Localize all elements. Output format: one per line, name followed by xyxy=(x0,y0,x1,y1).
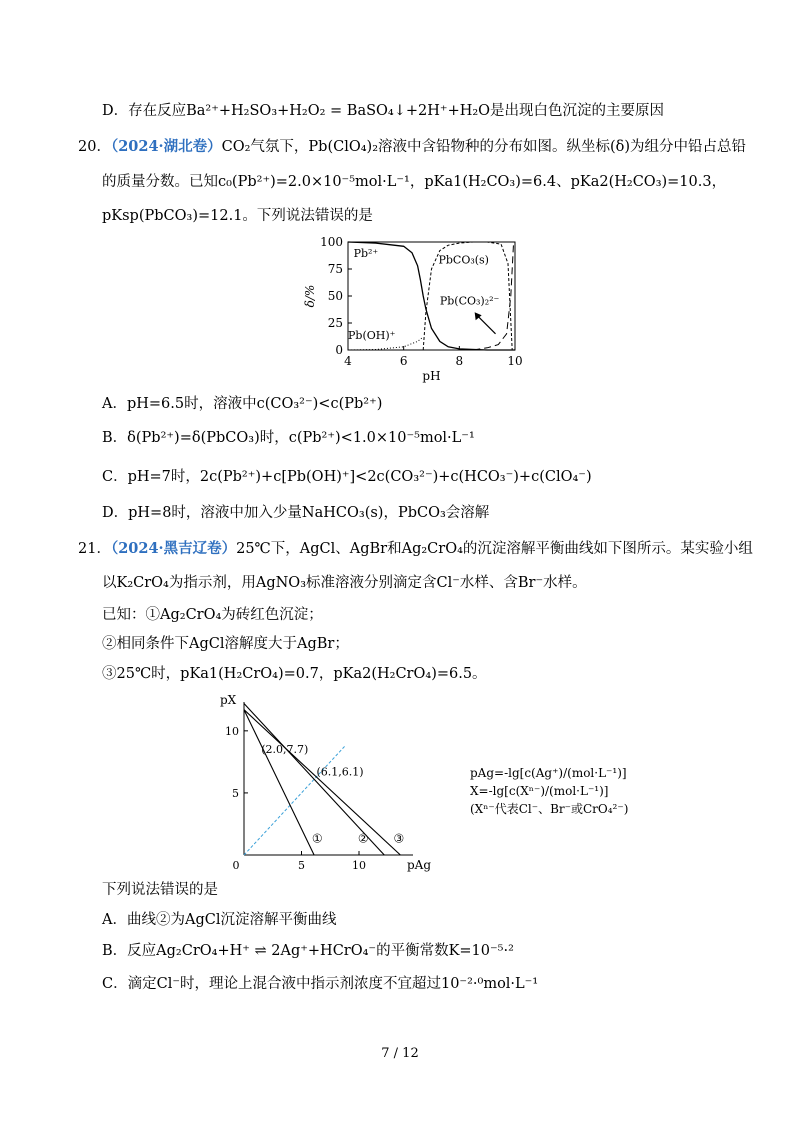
y-tick-label: 50 xyxy=(327,289,343,303)
page-number: 7 / 12 xyxy=(381,1046,419,1061)
x-tick-label: 5 xyxy=(298,859,305,872)
q20-option-c: C．pH=7时，2c(Pb²⁺)+c[Pb(OH)⁺]<2c(CO₃²⁻)+c(HCO₃⁻)+c(ClO₄⁻) xyxy=(102,469,592,485)
q20-option-b: B．δ(Pb²⁺)=δ(PbCO₃)时，c(Pb²⁺)<1.0×10⁻⁵mol·L⁻¹ xyxy=(102,430,475,446)
reference-diagonal xyxy=(244,746,345,855)
curve-label: ③ xyxy=(393,831,405,846)
series-label: Pb(CO₃)₂²⁻ xyxy=(439,294,500,308)
q20-stem-line-3: pKsp(PbCO₃)=12.1。下列说法错误的是 xyxy=(102,208,373,224)
y-tick-label: 100 xyxy=(320,235,343,249)
series-label: Pb(OH)⁺ xyxy=(348,329,396,343)
q20-stem-line-2: 的质量分数。已知c₀(Pb²⁺)=2.0×10⁻⁵mol·L⁻¹，pKa1(H₂CO₃)=6.4、pKa2(H₂CO₃)=10.3， xyxy=(102,174,727,190)
point-annotation: (2.0,7.7) xyxy=(261,743,309,757)
y-tick-label: 75 xyxy=(327,262,343,276)
legend-x-note: (Xⁿ⁻代表Cl⁻、Br⁻或CrO₄²⁻) xyxy=(470,802,629,816)
y-axis-label: δ/% xyxy=(303,284,317,308)
q20-stem-line-1 xyxy=(78,137,746,157)
q21-option-a: A．曲线②为AgCl沉淀溶解平衡曲线 xyxy=(102,912,337,928)
chart-legend xyxy=(470,764,628,818)
pagx-chart xyxy=(210,692,445,877)
x-tick-label: 4 xyxy=(344,354,352,368)
q20-stem-text: CO₂气氛下，Pb(ClO₄)₂溶液中含铅物种的分布如图。纵坐标(δ)为组分中铅占总铅 xyxy=(221,139,747,155)
pb-distribution-chart xyxy=(300,228,535,383)
legend-x-def: X=-lg[c(Xⁿ⁻)/(mol·L⁻¹)] xyxy=(470,784,609,798)
series-label: Pb²⁺ xyxy=(353,247,379,261)
y-tick-label: 0 xyxy=(335,343,343,357)
x-tick-label: 6 xyxy=(399,354,408,368)
y-tick-label: 10 xyxy=(225,724,239,738)
q21-number: 21． xyxy=(78,541,111,557)
x-tick-label: 8 xyxy=(455,354,464,368)
x-tick-label: 10 xyxy=(507,354,523,368)
y-axis-label: pX xyxy=(220,693,237,707)
x-axis-label: pH xyxy=(422,369,441,383)
y-tick-label: 5 xyxy=(232,786,239,800)
curve-label: ② xyxy=(357,831,369,846)
x-tick-label: 10 xyxy=(352,859,366,872)
q21-option-b: B．反应Ag₂CrO₄+H⁺ ⇌ 2Ag⁺+HCrO₄⁻的平衡常数K=10⁻⁵·² xyxy=(102,943,514,959)
x-axis-label: pAg xyxy=(407,858,432,872)
q21-option-c: C．滴定Cl⁻时，理论上混合液中指示剂浓度不宜超过10⁻²·⁰mol·L⁻¹ xyxy=(102,976,539,992)
q21-stem-line-2: 以K₂CrO₄为指示剂，用AgNO₃标准溶液分别滴定含Cl⁻水样、含Br⁻水样。 xyxy=(102,575,587,591)
q20-number: 20． xyxy=(78,139,111,155)
q21-known-2: ②相同条件下AgCl溶解度大于AgBr； xyxy=(102,636,349,652)
q21-source: （2024·黑吉辽卷） xyxy=(110,540,237,557)
series-label: PbCO₃(s) xyxy=(438,253,489,267)
point-annotation: (6.1,6.1) xyxy=(316,765,364,779)
legend-pag-def: pAg=-lg[c(Ag⁺)/(mol·L⁻¹)] xyxy=(470,766,627,780)
y-tick-label: 25 xyxy=(327,316,343,330)
q21-known-3: ③25℃时，pKa1(H₂CrO₄)=0.7，pKa2(H₂CrO₄)=6.5。 xyxy=(102,666,487,682)
q21-stem-line-1 xyxy=(78,539,753,559)
q20-source: （2024·湖北卷） xyxy=(110,138,222,155)
q20-option-d: D．pH=8时，溶液中加入少量NaHCO₃(s)，PbCO₃会溶解 xyxy=(102,505,490,521)
q21-ask: 下列说法错误的是 xyxy=(102,882,218,898)
curve-label: ① xyxy=(311,831,323,846)
q21-known-1: 已知：①Ag₂CrO₄为砖红色沉淀； xyxy=(102,607,323,623)
x-tick-label: 0 xyxy=(232,859,240,872)
q20-option-a: A．pH=6.5时，溶液中c(CO₃²⁻)<c(Pb²⁺) xyxy=(102,396,383,412)
series-line xyxy=(244,710,314,855)
q19-option-d: D．存在反应Ba²⁺+H₂SO₃+H₂O₂ = BaSO₄↓+2H⁺+H₂O是出现白色沉淀的主要原因 xyxy=(102,103,665,119)
q21-stem-text: 25℃下，AgCl、AgBr和Ag₂CrO₄的沉淀溶解平衡曲线如下图所示。某实验小组 xyxy=(236,541,753,557)
